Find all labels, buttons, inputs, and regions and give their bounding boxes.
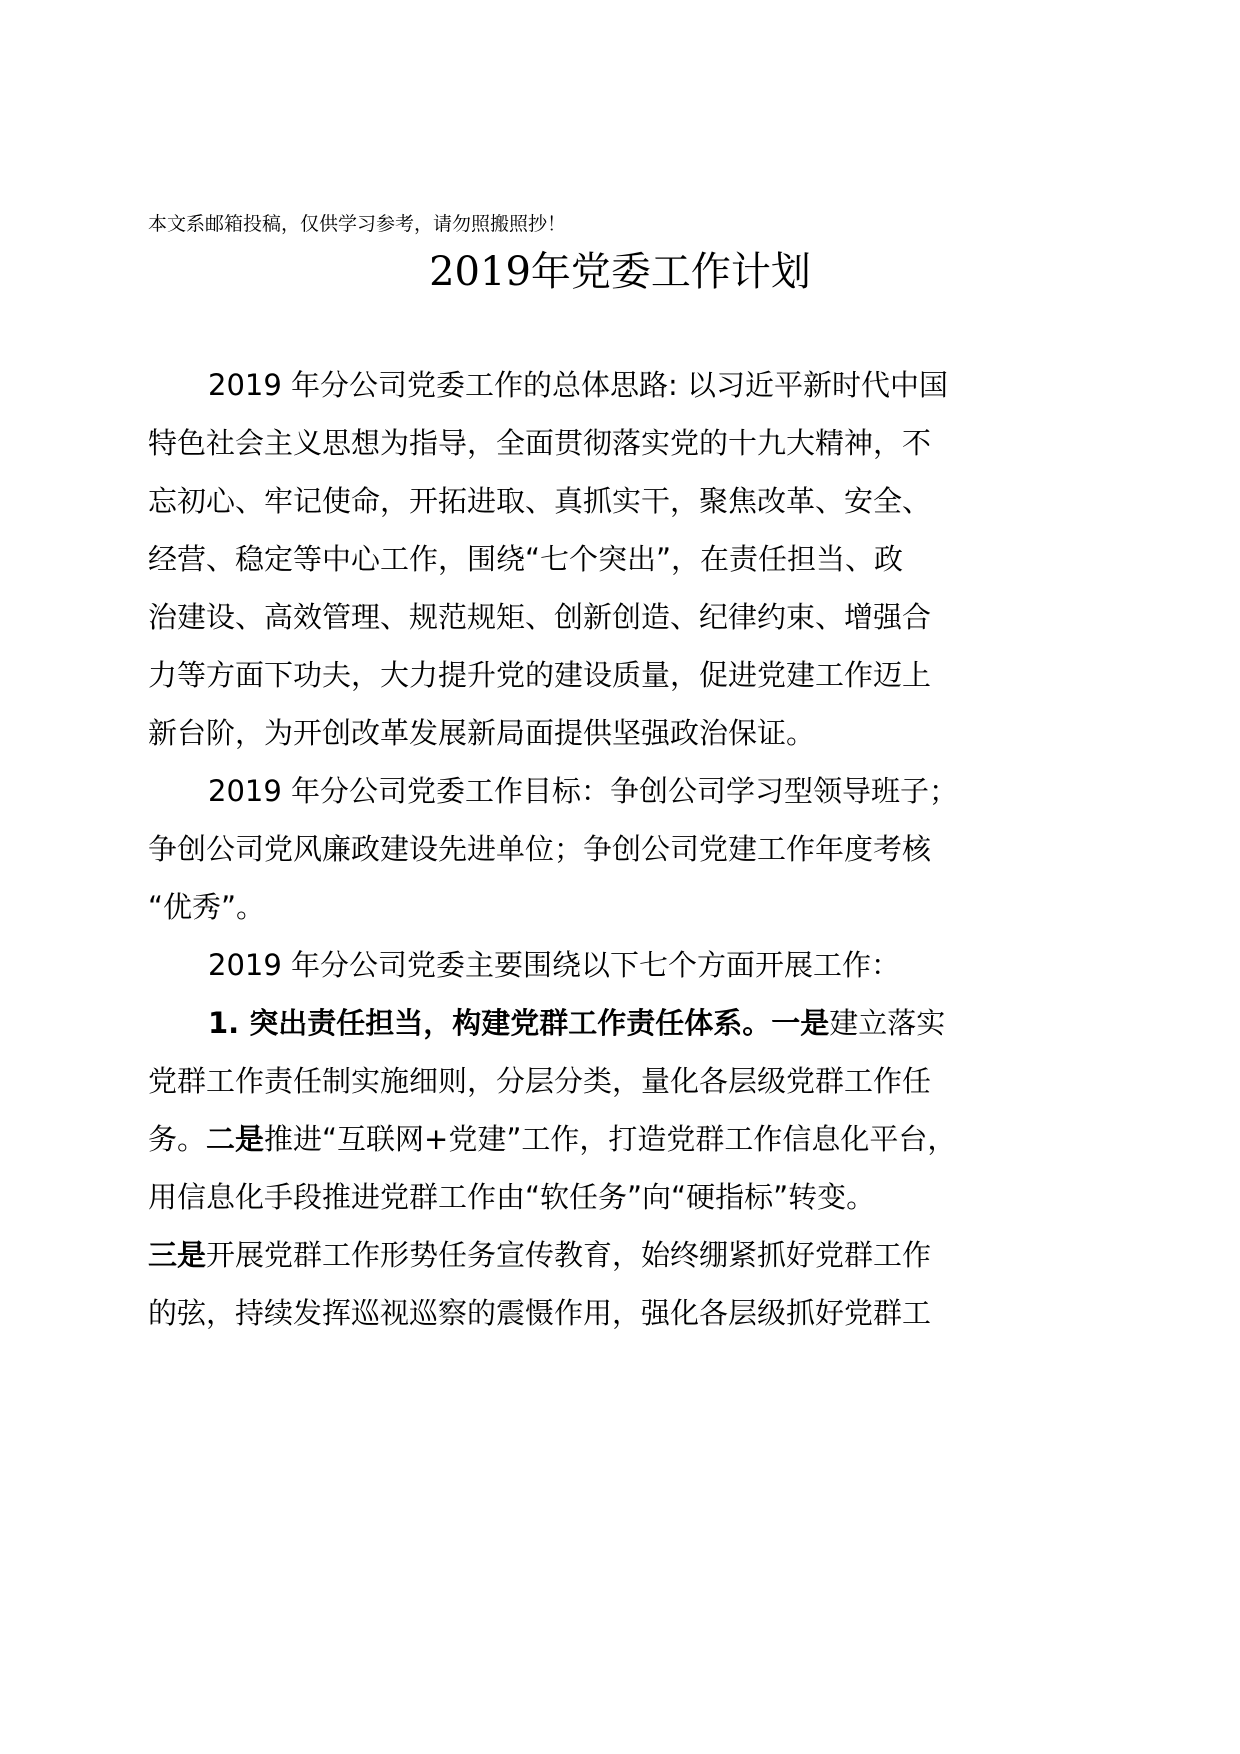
- text-run: 2019 年分公司党委工作的总体思路: 以习近平新时代中国: [208, 368, 949, 402]
- text-run: 务。: [148, 1122, 207, 1156]
- paragraph-line: [148, 1052, 1088, 1110]
- text-run: 用信息化手段推进党群工作由“软任务”向“硬指标”转变。: [148, 1180, 876, 1214]
- paragraph-line: [148, 820, 1088, 878]
- document-title: 2019年党委工作计划: [429, 249, 811, 295]
- paragraph-line: [148, 1168, 1088, 1226]
- text-run: 2019 年分公司党委主要围绕以下七个方面开展工作：: [208, 948, 901, 982]
- paragraph-line: [148, 936, 1088, 994]
- text-run: 特色社会主义思想为指导，全面贯彻落实党的十九大精神，不: [148, 426, 932, 460]
- section-heading-line: [148, 994, 1088, 1052]
- paragraph-line: [148, 704, 1088, 762]
- bold-marker: 二是: [206, 1122, 265, 1156]
- paragraph-line: [148, 646, 1088, 704]
- section-heading: 1. 突出责任担当，构建党群工作责任体系。一是: [208, 1006, 830, 1040]
- bold-marker: 三是: [148, 1238, 207, 1272]
- paragraph-line: [148, 762, 1088, 820]
- text-run: “优秀”。: [148, 890, 266, 924]
- paragraph-line: [148, 1110, 1088, 1168]
- text-run: 力等方面下功夫，大力提升党的建设质量，促进党建工作迈上: [148, 658, 932, 692]
- text-run: 党群工作责任制实施细则，分层分类，量化各层级党群工作任: [148, 1064, 932, 1098]
- text-run: 的弦，持续发挥巡视巡察的震慑作用，强化各层级抓好党群工: [148, 1296, 932, 1330]
- text-run: 建立落实: [829, 1006, 946, 1040]
- paragraph-line: [148, 472, 1088, 530]
- submission-notice: 本文系邮箱投稿，仅供学习参考，请勿照搬照抄！: [148, 213, 567, 235]
- text-run: 经营、稳定等中心工作，围绕“七个突出”，在责任担当、政: [148, 542, 904, 576]
- document-body: [148, 356, 1088, 1342]
- paragraph-line: [148, 588, 1088, 646]
- paragraph-line: [148, 414, 1088, 472]
- text-run: 推进“互联网+党建”工作，打造党群工作信息化平台，: [264, 1122, 957, 1156]
- paragraph-line: [148, 878, 1088, 936]
- text-run: 2019 年分公司党委工作目标：争创公司学习型领导班子；: [208, 774, 959, 808]
- text-run: 开展党群工作形势任务宣传教育，始终绷紧抓好党群工作: [206, 1238, 932, 1272]
- text-run: 新台阶，为开创改革发展新局面提供坚强政治保证。: [148, 716, 816, 750]
- text-run: 争创公司党风廉政建设先进单位；争创公司党建工作年度考核: [148, 832, 932, 866]
- paragraph-line: [148, 356, 1088, 414]
- text-run: 忘初心、牢记使命，开拓进取、真抓实干，聚焦改革、安全、: [148, 484, 932, 518]
- paragraph-line: [148, 1284, 1088, 1342]
- paragraph-line: [148, 530, 1088, 588]
- paragraph-line: [148, 1226, 1088, 1284]
- text-run: 治建设、高效管理、规范规矩、创新创造、纪律约束、增强合: [148, 600, 932, 634]
